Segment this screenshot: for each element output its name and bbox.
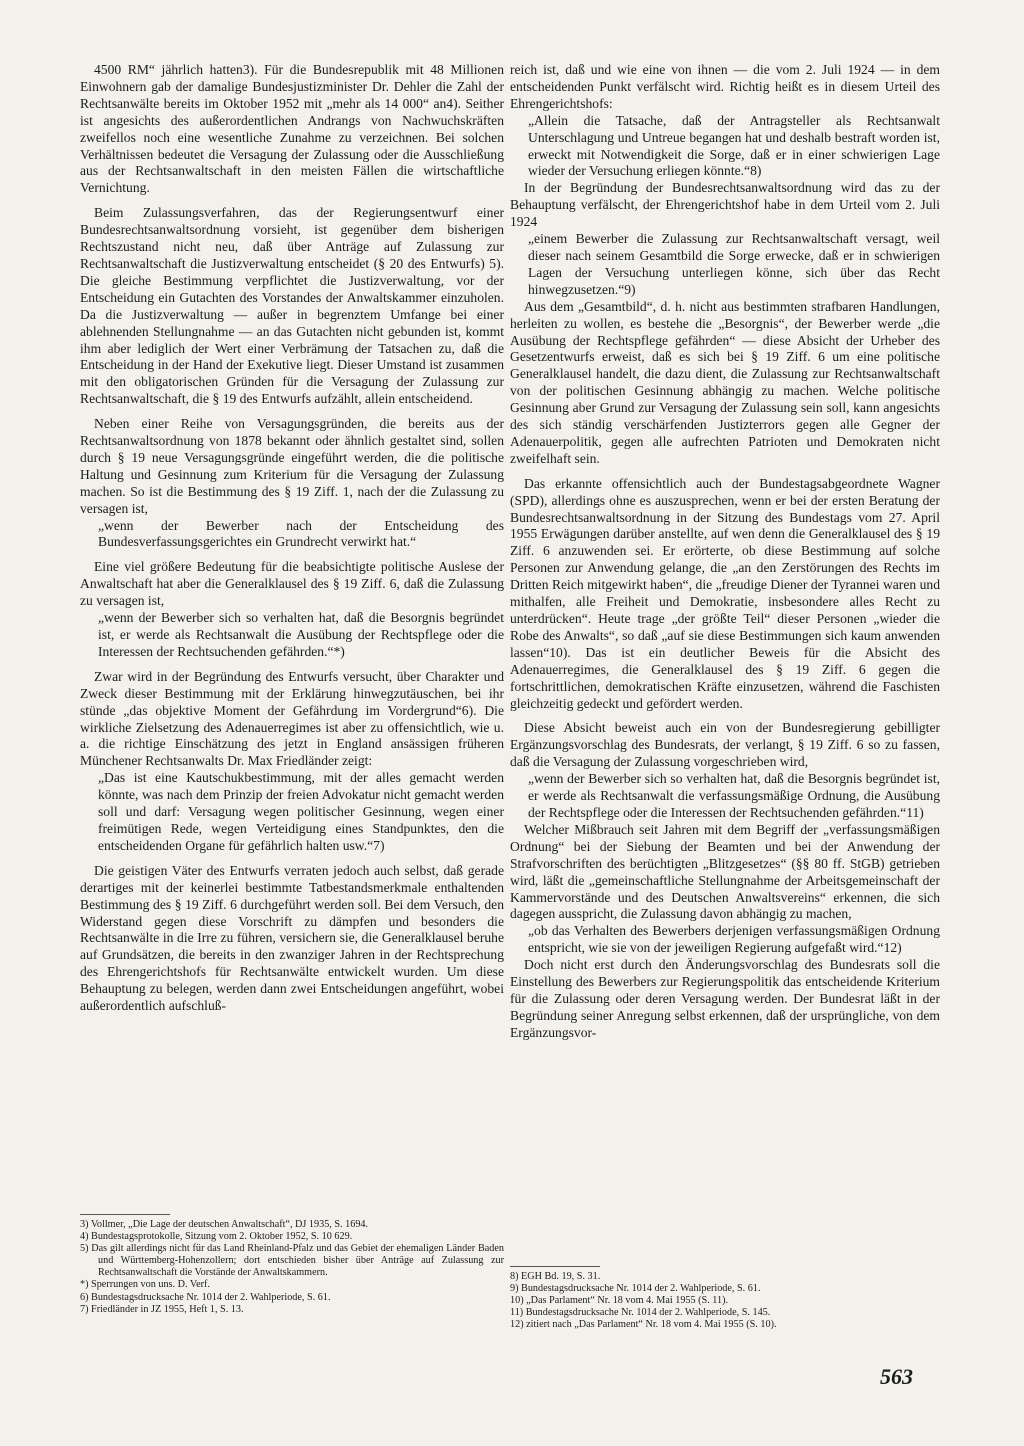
right-footnotes bbox=[510, 1266, 940, 1331]
footnote-divider bbox=[80, 1214, 170, 1215]
footnote: *) Sperrungen von uns. D. Verf. bbox=[80, 1279, 210, 1291]
page-number: 563 bbox=[880, 1364, 913, 1389]
paragraph: Neben einer Reihe von Versagungsgründen, die bereits aus der Rechtsanwaltsordnung von 1878 bekannt oder ähnlich gestaltet sind, sollen durch § 19 neue Versagungsgründe eingeführt werden, die die politische Haltung und Gesinnung zum Kriterium für die Versagung der Zulassung machen. So ist die Bestimmung des § 19 Ziff. 1, nach der die Zulassung zu versagen ist, bbox=[80, 416, 504, 516]
block-quote: „wenn der Bewerber sich so verhalten hat, daß die Besorgnis begründet ist, er werde als Rechtsanwalt die Ausübung der Rechtspflege oder die Interessen der Rechtsuchenden gefährden.“*) bbox=[98, 610, 504, 659]
paragraph: In der Begründung der Bundesrechtsanwaltsordnung wird das zu der Behauptung verfälscht, der Ehrengerichtshof habe in dem Urteil vom 2. Juli 1924 bbox=[510, 180, 940, 230]
block-quote: „einem Bewerber die Zulassung zur Rechtsanwaltschaft versagt, weil dieser nach seinem Gesamtbild die Sorge erwecke, daß er in schwierigen Lagen der Versuchung unterliegen könne, sich über das Recht hinwegzusetzen.“9) bbox=[528, 231, 940, 297]
right-column bbox=[510, 62, 940, 1042]
left-footnotes bbox=[80, 1214, 504, 1316]
block-quote: „wenn der Bewerber nach der Entscheidung des Bundesverfassungsgerichtes ein Grundrecht verwirkt hat.“ bbox=[98, 517, 504, 550]
footnote: 6) Bundestagsdrucksache Nr. 1014 der 2. Wahlperiode, S. 61. bbox=[80, 1291, 331, 1303]
paragraph: Zwar wird in der Begründung des Entwurfs versucht, über Charakter und Zweck dieser Bestimmung mit der Erklärung hinwegzutäuschen, bei ihr stünde „das objektive Moment der Gefährdung im Vordergrund“6). Die wirkliche Zielsetzung des Adenauerregimes ist aber zu offensichtlich, wie u. a. die richtige Einschätzung des jetzt in England ansässigen früheren Münchener Rechtsanwalts Dr. Max Friedländer zeigt: bbox=[80, 668, 504, 769]
paragraph: Welcher Mißbrauch seit Jahren mit dem Begriff der „verfassungsmäßigen Ordnung“ bei der Siebung der Beamten und bei der Anwendung der Strafvorschriften des berüchtigten „Blitzgesetzes“ (§§ 80 ff. StGB) getrieben wird, läßt die „gemeinschaftliche Stellungnahme der Arbeitsgemeinschaft der Kammervorstände und des Deutschen Anwaltsvereins“ erkennen, die sich dagegen ausspricht, die Zulassung davon abhängig zu machen, bbox=[510, 821, 940, 922]
block-quote: „Allein die Tatsache, daß der Antragsteller als Rechtsanwalt Unterschlagung und Untreue begangen hat und deshalb bestraft worden ist, erweckt mit Notwendigkeit die Sorge, daß er in einer schwierigen Lage wieder der Versuchung erliegen könnte.“8) bbox=[528, 112, 940, 179]
paragraph: Die geistigen Väter des Entwurfs verraten jedoch auch selbst, daß gerade derartiges mit der keinerlei bestimmte Tatbestandsmerkmale enthaltenden Bestimmung des § 19 Ziff. 6 durchgeführt werden soll. Bei dem Versuch, den Widerstand gegen diese Vorschrift zu dämpfen und besonders die Rechtsanwälte in die Irre zu führen, versichern sie, die Generalklausel beruhe auf Grundsätzen, die bereits in den zwanziger Jahren in der Rechtsprechung des Ehrengerichtshofs für Rechtsanwälte entwickelt wurden. Um diese Behauptung zu belegen, werden dann zwei Entscheidungen angeführt, wobei außerordentlich aufschluß- bbox=[80, 862, 504, 1014]
block-quote: „ob das Verhalten des Bewerbers derjenigen verfassungsmäßigen Ordnung entspricht, wie sie von der jeweiligen Regierung aufgefaßt wird.“12) bbox=[528, 923, 940, 956]
paragraph: Beim Zulassungsverfahren, das der Regierungsentwurf einer Bundesrechtsanwaltsordnung vorsieht, ist gegenüber dem bisherigen Rechtszustand nicht neu, daß über Anträge auf Zulassung zur Rechtsanwaltschaft die Justizverwaltung entscheidet (§ 20 des Entwurfs) 5). Die gleiche Bestimmung verpflichtet die Justizverwaltung, vor der Entscheidung ein Gutachten des Vorstandes der Anwaltskammer einzuholen. Da die Justizverwaltung — außer in begrenztem Umfange bei einer ablehnenden Stellungnahme — an das Gutachten nicht gebunden ist, kommt ihm aber lediglich der Wert einer Verbrämung der Tatsachen zu, daß die Entscheidung in der Hand der Exekutive liegt. Dieser Umstand ist zusammen mit den obligatorischen Gründen für die Versagung der Zulassung zur Rechtsanwaltschaft, die § 19 des Entwurfs aufzählt, allein entscheidend. bbox=[80, 205, 504, 407]
paragraph: Diese Absicht beweist auch ein von der Bundesregierung gebilligter Ergänzungsvorschlag des Bundesrats, der verlangt, § 19 Ziff. 6 so zu fassen, daß die Versagung der Zulassung vorgeschrieben wird, bbox=[510, 720, 940, 770]
footnote: 9) Bundestagsdrucksache Nr. 1014 der 2. Wahlperiode, S. 61. bbox=[510, 1283, 761, 1295]
footnote: 10) „Das Parlament“ Nr. 18 vom 4. Mai 1955 (S. 11). bbox=[510, 1295, 729, 1307]
paragraph: reich ist, daß und wie eine von ihnen — die vom 2. Juli 1924 — in dem entscheidenden Punkt verfälscht wird. Richtig heißt es in diesem Urteil des Ehrengerichtshofs: bbox=[510, 62, 940, 111]
footnote: 4) Bundestagsprotokolle, Sitzung vom 2. Oktober 1952, S. 10 629. bbox=[80, 1231, 353, 1243]
paragraph: Aus dem „Gesamtbild“, d. h. nicht aus bestimmten strafbaren Handlungen, herleiten zu wollen, es bestehe die „Besorgnis“, der Bewerber werde „die Ausübung der Rechtspflege gefährden“ — diese Absicht der Urheber des Gesetzentwurfs erweist, daß es sich bei § 19 Ziff. 6 um eine politische Generalklausel handelt, die dazu dient, die Zulassung zur Rechtsanwaltschaft von der politischen Gesinnung abhängig zu machen. Welche politische Gesinnung aber Grund zur Versagung der Zulassung sein soll, kann angesichts des sich ständig verschärfenden Justizterrors gegen alle Gegner der Adenauerpolitik, gegen alle aufrechten Patrioten und Demokraten nicht zweifelhaft sein. bbox=[510, 298, 940, 466]
paragraph: 4500 RM“ jährlich hatten3). Für die Bundesrepublik mit 48 Millionen Einwohnern gab der damalige Bundesjustizminister Dr. Dehler die Zahl der Rechtsanwälte bereits im Oktober 1952 mit „mehr als 14 000“ an4). Seither ist angesichts des außerordentlichen Andrangs von Nachwuchskräften zweifellos noch eine wesentliche Zunahme zu verzeichnen. Bei solchen Verhältnissen bedeutet die Versagung der Zulassung oder die Ausschließung aus der Rechtsanwaltschaft in den meisten Fällen die wirtschaftliche Vernichtung. bbox=[80, 62, 504, 196]
paragraph: Eine viel größere Bedeutung für die beabsichtigte politische Auslese der Anwaltschaft hat aber die Generalklausel des § 19 Ziff. 6, daß die Zulassung zu versagen ist, bbox=[80, 559, 504, 609]
paragraph: Das erkannte offensichtlich auch der Bundestagsabgeordnete Wagner (SPD), allerdings ohne es auszusprechen, wenn er bei der ersten Beratung der Bundesrechtsanwaltsordnung in der Sitzung des Bundestags vom 27. April 1955 Erwägungen darüber anstellte, auf wen denn die Generalklausel des § 19 Ziff. 6 anzuwenden sei. Er erörterte, ob diese Bestimmung auf solche Personen zur Anwendung gelange, die „an den Zerstörungen des Rechts im Dritten Reich mitgewirkt haben“, die „freudige Diener der Tyrannei waren und mithalfen, alle Freiheit und Demokratie, insbesondere alles Recht zu unterdrücken“. Heute trage „der größte Teil“ dieser Personen „wieder die Robe des Anwalts“, so daß „auf sie diese Bestimmungen sich kaum anwenden lassen“10). Das ist ein deutlicher Beweis für die Absicht des Adenauerregimes, die Generalklausel des § 19 Ziff. 6 gegen die fortschrittlichen, demokratischen Kräfte einzusetzen, während die Faschisten gleichzeitig gedeckt und gefördert werden. bbox=[510, 475, 940, 711]
left-column bbox=[80, 62, 504, 1015]
footnote: 5) Das gilt allerdings nicht für das Land Rheinland-Pfalz und das Gebiet der ehemaligen Länder Baden und Württemberg-Hohenzollern; dort entschieden bisher über Anträge auf Zulassung zur Rechtsanwaltschaft die Vorstände der Anwaltskammern. bbox=[80, 1243, 504, 1279]
paragraph: Doch nicht erst durch den Änderungsvorschlag des Bundesrats soll die Einstellung des Bewerbers zur Regierungspolitik das entscheidende Kriterium für die Zulassung oder deren Versagung werden. Der Bundesrat läßt in der Begründung seiner Anregung selbst erkennen, daß der ursprüngliche, von dem Ergänzungsvor- bbox=[510, 957, 940, 1040]
block-quote: „Das ist eine Kautschukbestimmung, mit der alles gemacht werden könnte, was nach dem Prinzip der freien Advokatur nicht gemacht werden soll und darf: Versagung wegen politischer Gesinnung, wegen einer freimütigen Rede, wegen Verteidigung eines Standpunktes, den die entscheidenden Organe für gefährlich halten usw.“7) bbox=[98, 770, 504, 853]
block-quote: „wenn der Bewerber sich so verhalten hat, daß die Besorgnis begründet ist, er werde als Rechtsanwalt die verfassungsmäßige Ordnung, die Ausübung der Rechtspflege oder die Interessen der Rechtsuchenden gefährden.“11) bbox=[528, 771, 940, 820]
footnote: 7) Friedländer in JZ 1955, Heft 1, S. 13. bbox=[80, 1303, 244, 1315]
footnote: 11) Bundestagsdrucksache Nr. 1014 der 2. Wahlperiode, S. 145. bbox=[510, 1307, 771, 1319]
footnote-divider bbox=[510, 1266, 600, 1267]
footnote: 12) zitiert nach „Das Parlament“ Nr. 18 vom 4. Mai 1955 (S. 10). bbox=[510, 1319, 777, 1331]
footnote: 8) EGH Bd. 19, S. 31. bbox=[510, 1271, 601, 1282]
footnote: 3) Vollmer, „Die Lage der deutschen Anwaltschaft“, DJ 1935, S. 1694. bbox=[80, 1219, 369, 1230]
